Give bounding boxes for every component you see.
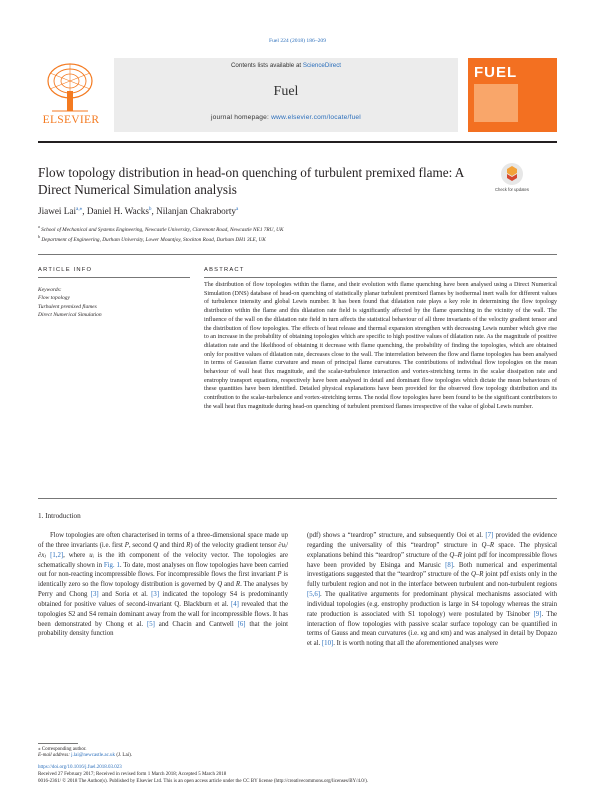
affiliation-text: School of Mechanical and Systems Engineering, Newcastle University, Claremont Road, Newcastle NE1 7RU, UK [41, 226, 284, 233]
body-text: joint pdf exists only in the fully turbulent region and not in the interface between turbulent and non-turbulent regions [307, 571, 558, 589]
body-text: and third [158, 541, 187, 549]
body-text: , where [63, 551, 90, 559]
journal-cover-thumbnail[interactable] [468, 58, 557, 132]
body-text: m) and was analysed in detail by Dopazo et al. [307, 630, 557, 648]
article-info-heading: ARTICLE INFO [38, 267, 93, 273]
affiliation-divider [38, 254, 557, 255]
math-symbol: Q–R [470, 571, 484, 579]
math-symbol: Q [153, 541, 159, 549]
journal-reference-link[interactable]: Fuel 224 (2018) 186–209 [268, 38, 327, 44]
citation-link[interactable]: [1,2] [50, 551, 64, 559]
body-text: and [222, 581, 236, 589]
body-text: Flow topologies are often characterised in terms of a three-dimensional space made up of the three invariants (i.e. first [38, 532, 288, 549]
cover-graphic [474, 84, 518, 122]
math-symbol: κ [440, 630, 445, 638]
body-text: . Both numerical and experimental investigations suggested that the “teardrop” structure of the [307, 561, 557, 579]
section-heading-introduction: 1. Introduction [38, 512, 81, 520]
affiliation [38, 234, 538, 243]
citation-link[interactable]: [7] [485, 532, 494, 539]
homepage-prefix: journal homepage: [211, 114, 272, 121]
elsevier-tree-icon [44, 61, 96, 113]
article-dates: Received 27 February 2017; Received in revised form 1 March 2018; Accepted 5 March 2018 [38, 772, 227, 777]
body-text: . It is worth noting that all the aforementioned analyses were [333, 640, 499, 648]
affiliation [38, 224, 538, 233]
author-name[interactable]: Daniel H. Wacks [86, 206, 149, 217]
contents-prefix: Contents lists available at [230, 62, 303, 69]
citation-link[interactable]: [10] [321, 640, 334, 648]
math-symbol: x [41, 551, 45, 559]
math-symbol: κ [420, 630, 424, 638]
keyword: Flow topology [38, 295, 70, 302]
citation-link[interactable]: [3] [151, 591, 160, 599]
keywords-title: Keywords: [38, 287, 62, 293]
math-symbol: P [124, 541, 129, 549]
sciencedirect-link[interactable]: ScienceDirect [302, 62, 342, 69]
body-text: and Soria et al. [98, 591, 152, 599]
citation-link[interactable]: [8] [445, 561, 454, 569]
keyword: Turbulent premixed flames [38, 303, 97, 310]
citation-link[interactable]: [5] [146, 620, 155, 628]
citation-link[interactable]: Fig. 1 [103, 561, 120, 569]
body-text: g and [423, 630, 441, 638]
author-name[interactable]: Nilanjan Chakraborty [156, 206, 236, 217]
body-column-left [38, 531, 288, 639]
math-symbol: Q–R [449, 551, 462, 559]
abstract-heading: ABSTRACT [204, 267, 245, 273]
author-marks[interactable]: a [235, 206, 239, 212]
body-text: ᵢ/∂ [38, 541, 289, 559]
math-symbol: R [235, 581, 241, 589]
body-text: space. The physical explanations behind this “teardrop” structure of the [307, 541, 557, 559]
corresponding-author-note: ⁎ Corresponding author. [38, 747, 87, 752]
keywords-block [38, 286, 188, 320]
body-text: that the joint probability density function [38, 620, 288, 638]
body-text: . The analyses by Perry and Chong [38, 581, 288, 599]
body-text: . To date, most analyses on flow topologies have been carried out for non-reacting incompressible flows. For incompressible flows the first invariant [38, 561, 289, 579]
citation-link[interactable]: [4] [230, 600, 239, 608]
body-text: ᵢ is the ith component of the velocity vector. The topologies are schematically shown in [38, 551, 289, 569]
math-symbol: Q [217, 581, 223, 589]
email-suffix: (J. Lai). [116, 753, 133, 758]
body-text: (pdf) shows a “teardrop” structure, and subsequently Ooi et al. [307, 532, 486, 539]
body-text: ⱼ [44, 551, 51, 559]
publisher-name: ELSEVIER [42, 114, 100, 126]
journal-title: Fuel [273, 84, 299, 99]
math-symbol: R [186, 541, 191, 549]
abstract-text: The distribution of flow topologies within the flame, and their evolution with flame quenching have been analysed using a Direct Numerical Simulation (DNS) database of head-on quenching of statistically planar turbulent premixed flames by isothermal inert walls for different values of turbulence intensity and global Lewis number. It has been found that dilatation rate plays a key role in determining the flow topology distribution within the flame and this dilatation rate field is significantly affected by the flame quenching in the vicinity of the wall. The influence of the wall on the dilatation rate field in turn affects the statistical behaviour of all three invariants of the velocity gradient tensor and the distribution of flow topologies. The effects of heat release and thermal expansion strengthen with decreasing Lewis number which give rise to an increase in the probability of obtaining topologies which are specific to high positive values of dilatation rate. As the magnitude of positive dilatation rate and the likelihood of obtaining it decrease with flame quenching, the probability of finding the topologies, which are obtained only for positive values of dilatation rate, decreases close to the wall. The interrelation between the flow and flame topologies has been analysed in terms of Gaussian flame curvature and mean of principal flame curvatures. The contributions of individual flow topologies on the mean behaviour of wall heat flux magnitude, and the scalar-turbulence interaction and vortex-stretching terms in the scalar dissipation rate and enstrophy transport equations, respectively have been analysed in detail and dominant flow topologies which dictate the mean behaviours of these quantities have been identified. Detailed physical explanations have been provided for the observed flow topology distribution and its contribution to the scalar-turbulence and vortex-stretching terms. The nodal flow topologies have been found to be the significant contributors to the wall heat flux magnitude during head-on quenching of turbulent premixed flames irrespective of the value of global Lewis number. [204, 282, 557, 410]
body-column-right [307, 531, 557, 649]
body-text: is identically zero so the flow topology distribution is governed by [38, 571, 288, 589]
author-marks[interactable]: a,⁎ [76, 206, 83, 212]
doi-link[interactable]: https://doi.org/10.1016/j.fuel.2018.03.023 [38, 765, 122, 770]
check-for-updates-icon[interactable] [501, 163, 523, 185]
journal-homepage-link[interactable]: www.elsevier.com/locate/fuel [271, 114, 361, 121]
math-symbol: P [277, 571, 282, 579]
author-marks[interactable]: b [148, 206, 152, 212]
math-symbol: u [281, 541, 285, 549]
homepage-line [114, 114, 458, 121]
cover-title: FUEL [474, 64, 518, 81]
journal-masthead [38, 58, 557, 136]
contents-line [114, 62, 458, 69]
license-notice: 0016-2361/ © 2018 The Author(s). Published by Elsevier Ltd. This is an open access article under the CC BY license (http://creativecommons.org/licenses/BY/4.0/). [38, 779, 369, 784]
math-symbol: Q–R [481, 541, 495, 549]
body-text: joint pdf for incompressible flows have been provided by Elsinga and Marusic [307, 551, 557, 569]
body-text: provided the evidence regarding the universality of this “teardrop” structure in [307, 532, 557, 549]
email-link[interactable]: j.lai@newcastle.ac.uk [71, 753, 116, 758]
math-symbol: u [89, 551, 93, 559]
elsevier-logo[interactable] [38, 58, 104, 132]
body-text: and Chacin and Cantwell [154, 620, 238, 628]
header-divider [38, 141, 557, 143]
author-list: Jiawei Lai$^{a,⁎}$, Daniel H. Wacks$^b$, Nilanjan Chakraborty$^a$ [38, 206, 239, 217]
body-text: , second [128, 541, 154, 549]
citation-link[interactable]: [3] [90, 591, 99, 599]
affiliation-mark: b [38, 234, 40, 239]
body-text: ) of the velocity gradient tensor ∂ [190, 541, 282, 549]
article-title: Flow topology distribution in head-on quenching of turbulent premixed flame: A Direct Numerical Simulation analysis [38, 165, 464, 197]
author-name[interactable]: Jiawei Lai [38, 206, 77, 217]
body-divider [38, 498, 557, 499]
article-info-divider [38, 277, 190, 278]
body-text: . The interaction of flow topologies with passive scalar surface topology can be quantified in terms of Gauss and mean curvatures (i.e. [307, 610, 557, 638]
body-text: . The qualitative arguments for predominant physical mechanisms associated with individual topologies (e.g. enstrophy production is large in S4 topology whereas the strain rate production is associated with S1 topology) were postulated by Tsinober [307, 591, 557, 618]
citation-link[interactable]: [6] [237, 620, 246, 628]
body-text: indicated the topology S4 is predominantly obtained for positive values of second-invariant Q. Blackburn et al. [38, 591, 289, 608]
check-for-updates-label[interactable]: Check for updates [495, 187, 529, 192]
abstract-divider [204, 277, 557, 278]
citation-link[interactable]: [9] [533, 610, 542, 618]
affiliation-mark: a [38, 224, 40, 229]
email-label: E-mail address: [38, 753, 70, 758]
email-note [38, 753, 132, 758]
affiliation-text: Department of Engineering, Durham University, Lower Mountjoy, Stockton Road, Durham DH1 3LE, UK [41, 236, 266, 243]
keyword: Direct Numerical Simulation [38, 312, 102, 319]
body-text: revealed that the topologies S2 and S4 remain dominant away from the wall for incompressible flows. It has been demonstrated by Chong et al. [38, 600, 288, 628]
citation-link[interactable]: [5,6] [307, 591, 321, 599]
check-updates-icon [501, 163, 523, 185]
footnote-divider [38, 743, 78, 744]
journal-banner [114, 58, 458, 132]
